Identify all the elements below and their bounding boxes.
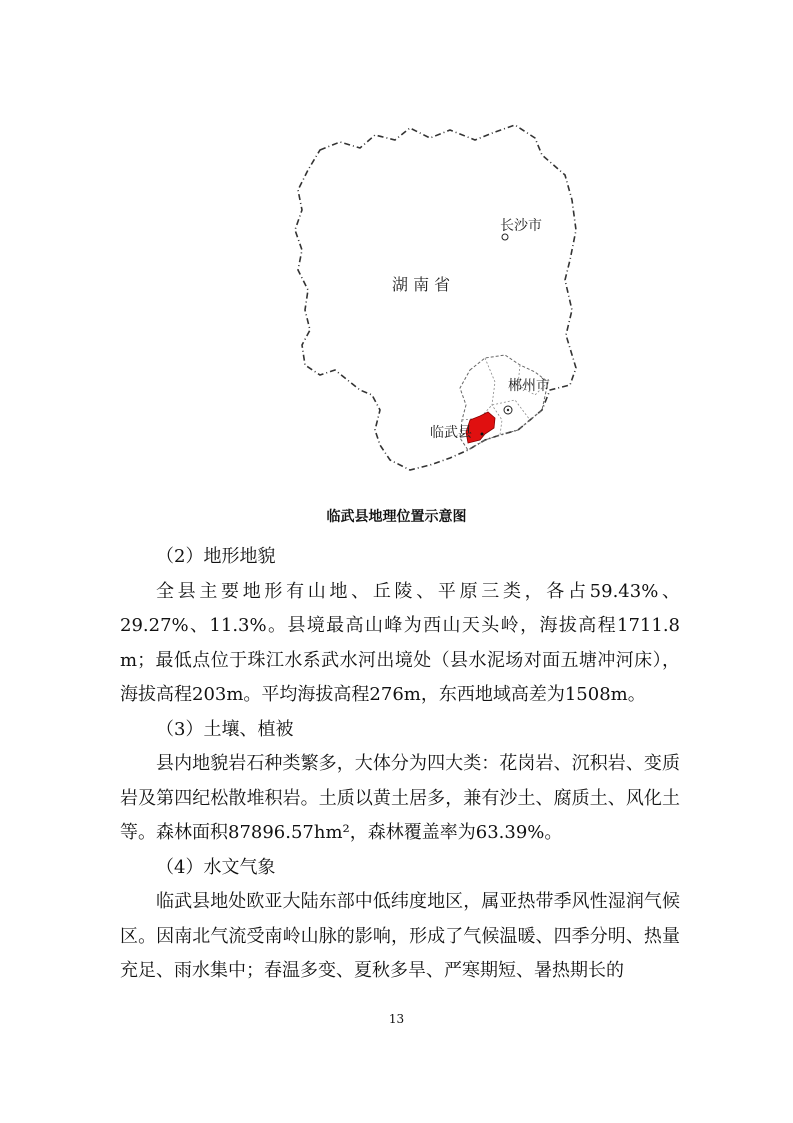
- section-heading-soil: （3）土壤、植被: [156, 718, 294, 740]
- document-body: [120, 540, 680, 989]
- page-number: 13: [388, 1012, 405, 1026]
- section-heading-climate: （4）水文气象: [156, 856, 276, 878]
- linwu-marker: [481, 433, 484, 436]
- county-divider-2: [462, 400, 530, 420]
- hunan-map: [280, 120, 600, 490]
- section-text-climate: 临武县地处欧亚大陆东部中低纬度地区，属亚热带季风性湿润气候区。因南北气流受南岭山脉的影响，形成了气候温暖、四季分明、热量充足、雨水集中；春温多变、夏秋多旱、严寒期短、暑热期长的: [120, 891, 680, 981]
- linwu-label: 临武县: [430, 425, 472, 441]
- location-map: [280, 120, 600, 490]
- chenzhou-label: 郴州市: [508, 378, 550, 394]
- province-outline: [295, 125, 576, 470]
- province-label: 湖 南 省: [392, 275, 451, 294]
- section-text-terrain: 全县主要地形有山地、丘陵、平原三类，各占59.43%、29.27%、11.3%。县境最高山峰为西山天头岭，海拔高程1711.8 m；最低点位于珠江水系武水河出境处（县水泥场对面五塘冲河床），海拔高程203m。平均海拔高程276m，东西地域高差为1508m。: [120, 580, 680, 705]
- chenzhou-marker-dot: [507, 409, 509, 411]
- section-text-soil: 县内地貌岩石种类繁多，大体分为四大类：花岗岩、沉积岩、变质岩及第四纪松散堆积岩。土质以黄土居多，兼有沙土、腐质土、风化土等。森林面积87896.57hm²，森林覆盖率为63.39%。: [120, 753, 680, 843]
- changsha-marker: [502, 234, 508, 240]
- figure-caption: 临武县地理位置示意图: [326, 509, 467, 525]
- changsha-label: 长沙市: [500, 218, 542, 234]
- section-heading-terrain: （2）地形地貌: [156, 546, 276, 567]
